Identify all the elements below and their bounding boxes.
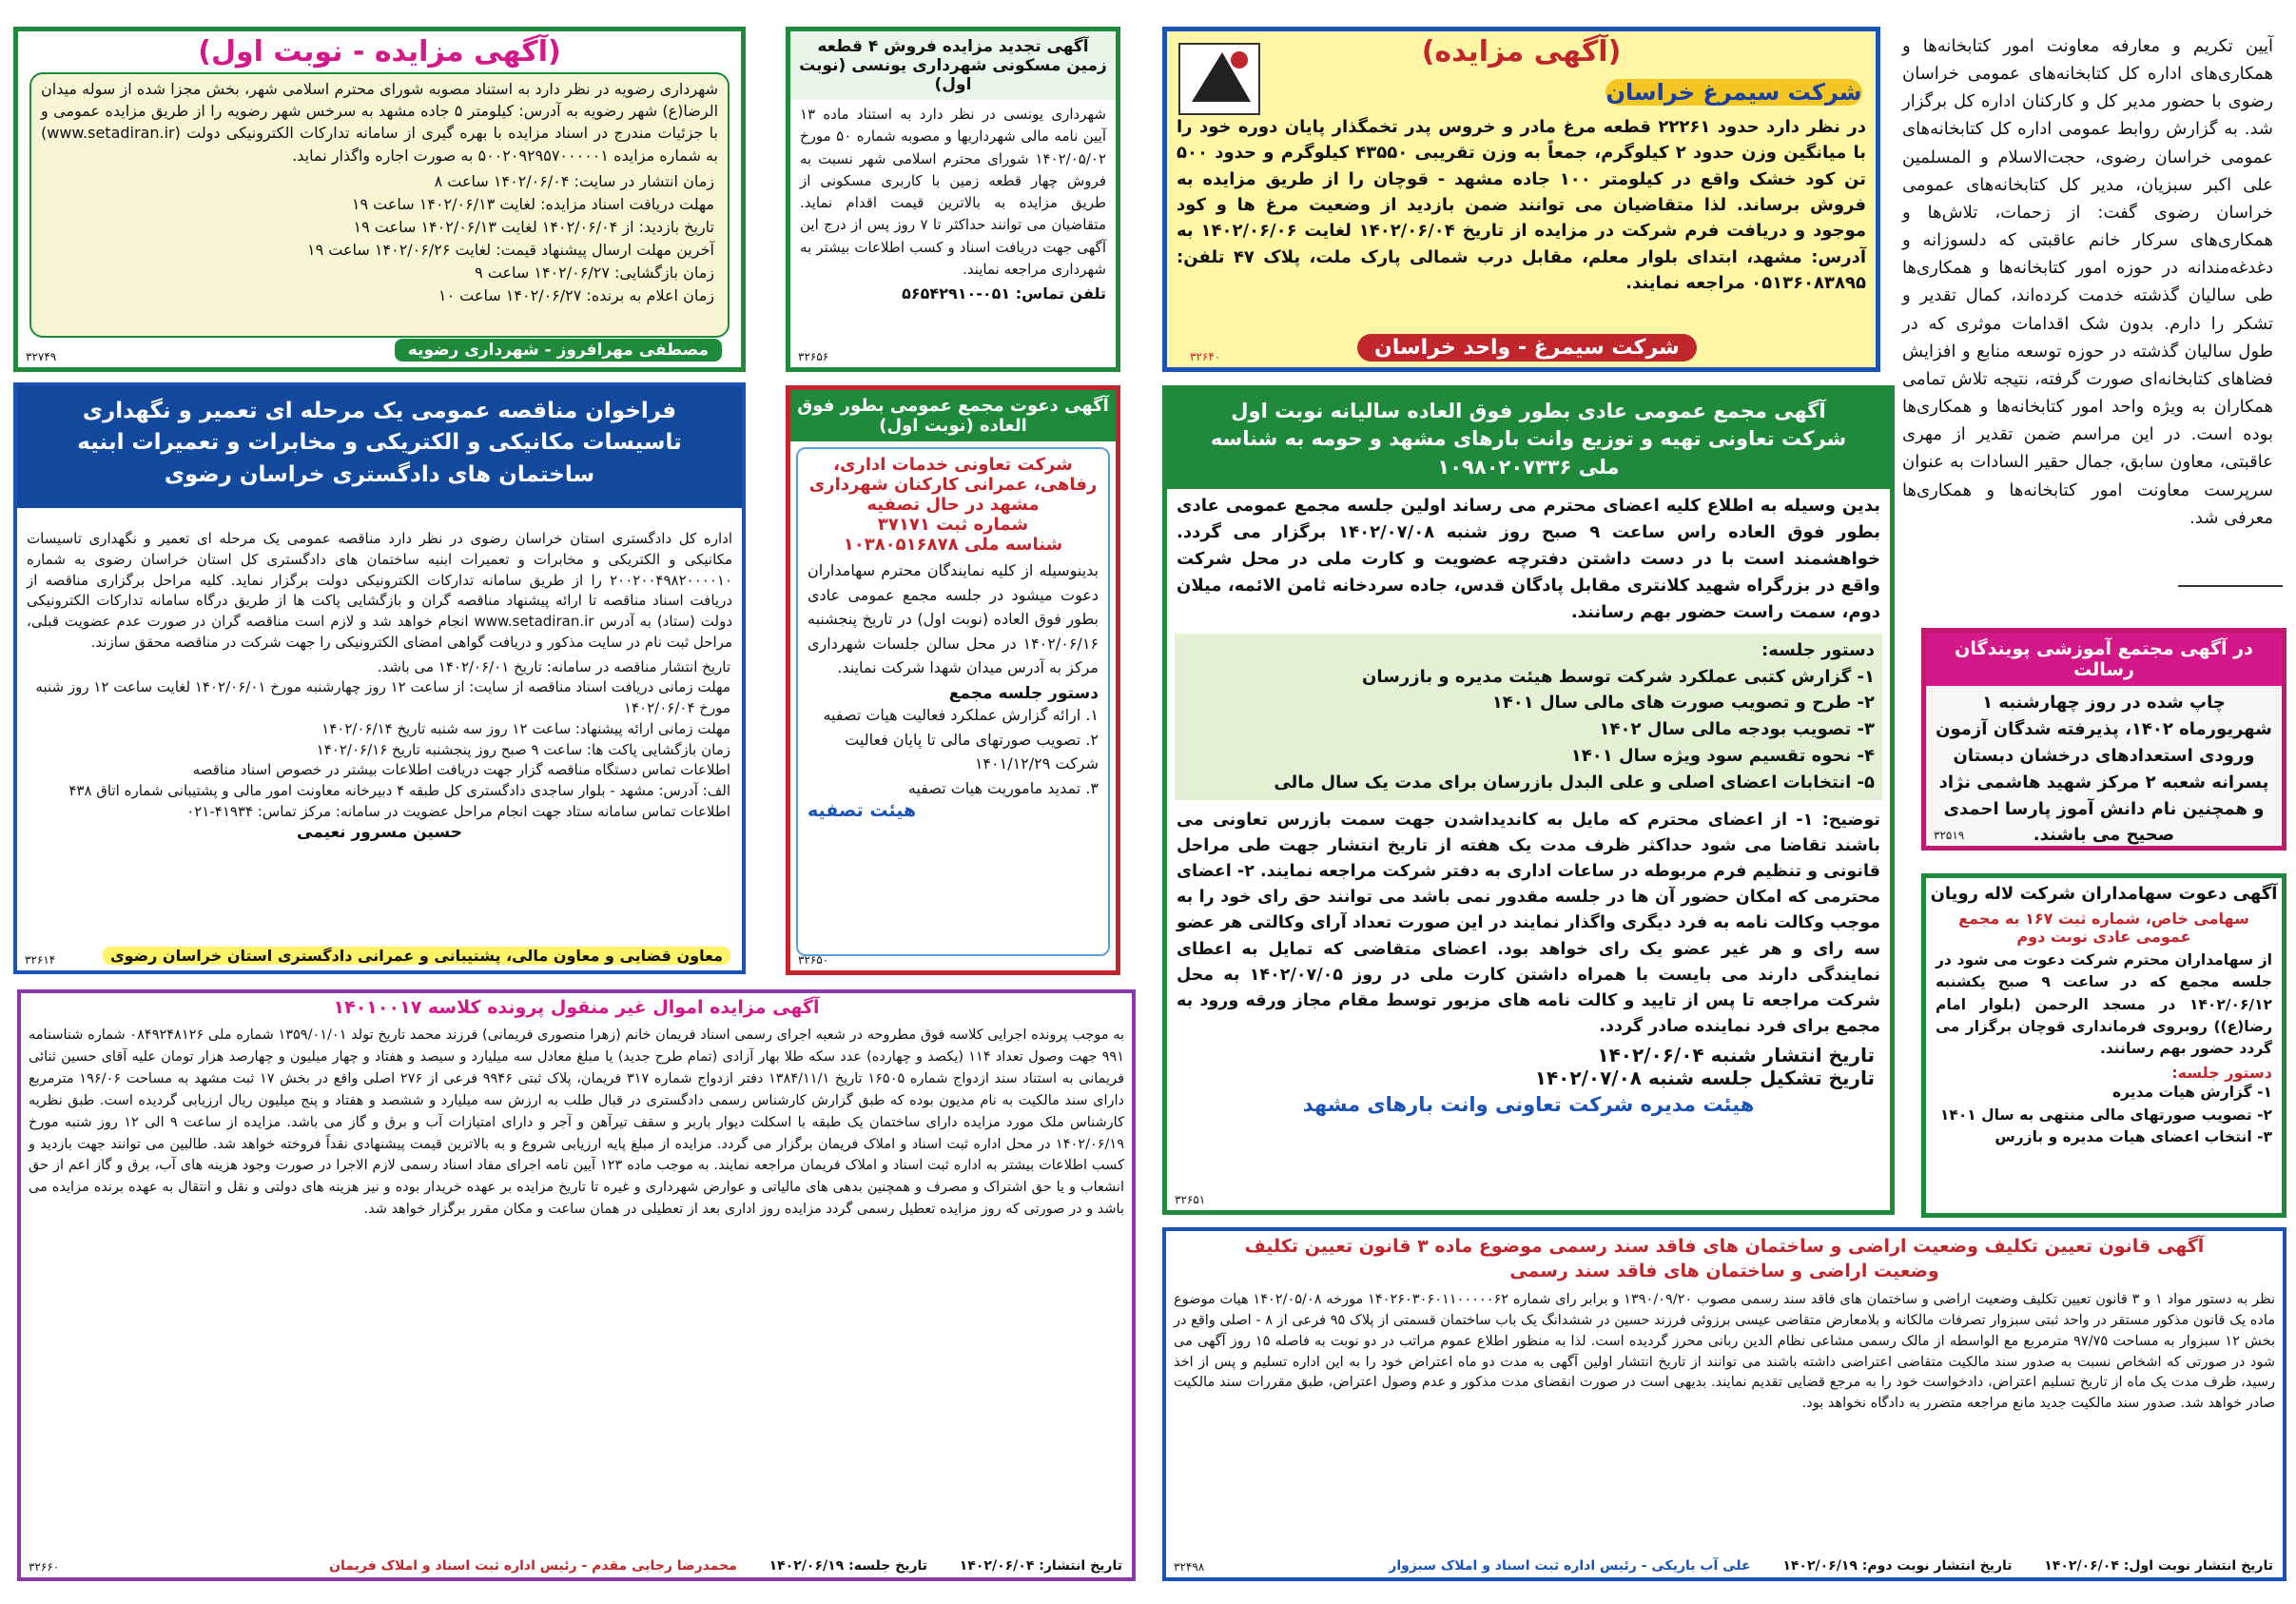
agenda-item: ۱- گزارش کتبی عملکرد شرکت توسط هیئت مدیره و بازرسان: [1362, 666, 1875, 687]
ad-title: آگهی قانون تعیین تکلیف وضعیت اراضی و ساختمان های فاقد سند رسمی موضوع ماده ۳ قانون تعیین تکلیف وضعیت اراضی و ساختمان های فاقد سند رسمی: [1244, 1236, 2205, 1281]
ad-line: تاریخ بازدید: از ۱۴۰۲/۰۶/۰۴ لغایت ۱۴۰۲/۰۶/۱۳ ساعت ۱۹: [353, 217, 714, 236]
ad-title: آگهی دعوت مجمع عمومی بطور فوق العاده (نوبت اول): [790, 390, 1116, 441]
agenda-item: ۲- طرح و تصویب صورت های مالی سال ۱۴۰۱: [1491, 693, 1875, 714]
agenda-item: ۲. تصویب صورتهای مالی تا پایان فعالیت شرکت ۱۴۰۱/۱۲/۲۹: [845, 730, 1099, 773]
coop-name: شرکت تعاونی خدمات اداری، رفاهی، عمرانی کارکنان شهرداری مشهد در حال تصفیه: [808, 455, 1098, 515]
divider: [2178, 585, 2283, 587]
ad-line: زمان اعلام به برنده: ۱۴۰۲/۰۶/۲۷ ساعت ۱۰: [438, 285, 714, 304]
agenda-item: ۱- گزارش هیات مدیره: [2111, 1084, 2272, 1102]
ad-title: آگهی مجمع عمومی عادی بطور فوق العاده سالیانه نوبت اول شرکت تعاونی تهیه و توزیع وانت بارهای مشهد و حومه به شناسه ملی ۱۰۹۸۰۲۰۷۳۳۶: [1167, 390, 1890, 489]
simorgh-logo: [1178, 43, 1260, 115]
ad-body: بدین وسیله به اطلاع کلیه اعضای محترم می رساند اولین جلسه مجمع عمومی عادی بطور فوق العاده راس ساعت ۹ صبح روز شنبه ۱۴۰۲/۰۷/۰۸ برگزار می گردد. خواهشمند است با در دست داشتن دفترچه عضویت و کارت ملی در محل شرکت واقع در بزرگراه شهید کلانتری مقابل پادگان قدس، جاده سردخانه ثامن الائمه، میلان دوم، سمت راست حضور بهم رسانند.: [1177, 496, 1880, 622]
ad-municipal-coop: [786, 385, 1120, 975]
ad-id: ۳۲۶۱۴: [25, 953, 56, 967]
ad-body: چاپ شده در روز چهارشنبه ۱ شهریورماه ۱۴۰۲، پذیرفته شدگان آزمون ورودی استعدادهای درخشان دبستان پسرانه شعبه ۲ مرکز شهید هاشمی نژاد و همچنین نام دانش آموز پارسا احمدی صحیح می باشند.: [1936, 693, 2272, 846]
ad-signature: مصطفی مهرافروز - شهرداری رضویه: [395, 339, 722, 362]
ad-company: شرکت سیمرغ خراسان: [1605, 79, 1862, 106]
meeting-date: تاریخ جلسه: ۱۴۰۲/۰۶/۱۹: [769, 1558, 928, 1574]
ad-body: به موجب پرونده اجرایی کلاسه فوق مطروحه در شعبه اجرای رسمی اسناد فریمان خانم (زهرا منصوری فریمانی) فرزند محمد تاریخ تولد ۱۳۵۹/۰۱/۰۱ شماره ملی ۰۸۴۹۲۴۸۱۲۶ شماره شناسنامه ۹۹۱ جهت وصول تعداد ۱۱۴ (یکصد و چهارده) عدد سکه طلا بهار آزادی (تمام طرح جدید) یا مبلغ معادل سه میلیارد و سیصد و هفتاد و چهار میلیون و چهارصد هزار تومان علیه آقای حسین ثنائی فریمانی به استناد سند ازدواج شماره ۱۶۵۰۵ تاریخ ۱۳۸۴/۱۱/۱ دفتر ازدواج شماره ۳۱۷ فریمان، پلاک ثبتی ۹۹۴۶ فرعی از ۲۷۶ اصلی واقع در بخش ۱۷ ثبت مشهد به مساحت ۱۹۶/۰۶ مترمربع دارای سند مالکیت به نام مدیون بوده که طبق گزارش کارشناس رسمی دادگستری در قبال طلب به ارزش سه میلیارد و ششصد و هفتاد و پنج میلیون ریال ارزیابی گردیده است. طبق نظریه کارشناس ملک مورد مزایده دارای ساختمان یک طبقه با اسکلت دیوار باربر و سقف تیرآهن و آجر و دارای امتیازات آب و برق و گاز می باشد. مزایده از ساعت ۹ الی ۱۲ روز شنبه مورخ ۱۴۰۲/۰۶/۱۹ در محل اداره ثبت اسناد و املاک فریمان برگزار می گردد. مزایده از مبلغ پایه ارزیابی شروع و به بالاترین قیمت پیشنهادی نقداً فروخته خواهد شد. طالبین می توانند جهت بازدید و کسب اطلاعات بیشتر به اداره ثبت اسناد و املاک فریمان مراجعه نمایند. به موجب ماده ۱۲۳ آیین نامه اجرای مفاد اسناد رسمی لازم الاجرا در صورت وجود هزینه های آب، برق و گاز اعم از حق انشعاب و یا حق اشتراک و مصرف و همچنین بدهی های مالیاتی و عوارض شهرداری و غیره تا تاریخ مزایده بر عهده خریدار بوده و نیز هزینه های دولتی و نقل و انتقال به عهده برنده مزایده می باشد و در صورتی که روز مزایده تعطیل رسمی گردد مزایده روز اداری بعد از تعطیلی در همان ساعت و مکان مقرر برگزار خواهد شد.: [29, 1027, 1125, 1218]
ad-subtitle: سهامی خاص، شماره ثبت ۱۶۷ به مجمع عمومی عادی نوبت دوم: [1958, 910, 2249, 946]
ad-line: الف: آدرس: مشهد - بلوار ساجدی دادگستری کل طبقه ۴ دبیرخانه معاونت امور مالی و پشتیبانی شماره اتاق ۴۳۸ اطلاعات تماس سامانه ستاد جهت انجام مراحل عضویت در سامانه: مرکز تماس: ۴۱۹۳۴-۰۲۱: [68, 782, 730, 820]
ad-signature: علی آب باریکی - رئیس اداره ثبت اسناد و املاک سبزوار: [1389, 1558, 1751, 1574]
intro-text: آیین تکریم و معارفه معاونت امور کتابخانه‌ها و همکاری‌های اداره کل کتابخانه‌های عمومی خراسان رضوی با حضور مدیر کل و کارکنان اداره کل برگزار شد. به گزارش روابط عمومی اداره کل کتابخانه‌های عمومی خراسان رضوی، حجت‌الاسلام و المسلمین علی اکبر سبزیان، مدیر کل کتابخانه‌های عمومی خراسان رضوی گفت: از زحمات، تلاش‌ها و همکاری‌های سرکار خانم عاقبتی که دلسوزانه و دغدغه‌مندانه در حوزه امور کتابخانه‌ها و همکاری‌ها طی سالیان گذشته خدمت کرده‌اند، کمال تقدیر و تشکر را دارم. بدون شک اقدامات موثری که در طول سالیان گذشته در حوزه توسعه منابع و افزایش فضاهای کتابخانه‌ای صورت گرفته، نتیجه تلاش تمامی همکاران به ویژه واحد امور کتابخانه‌ها و همکاری‌ها بوده است. در این مراسم ضمن تقدیر از مهری عاقبتی، معاون سابق، جمال حقیر السادات به عنوان سرپرست معاونت امور کتابخانه‌ها و همکاری‌ها معرفی شد.: [1902, 36, 2273, 528]
ad-line: مهلت زمانی دریافت اسناد مناقصه از سایت: از ساعت ۱۲ روز چهارشنبه مورخ ۱۴۰۲/۰۶/۰۱ لغایت ساعت ۱۲ روز شنبه مورخ ۱۴۰۲/۰۶/۰۴: [35, 678, 730, 716]
ad-id: ۳۲۶۵۶: [798, 350, 829, 363]
ad-line: تاریخ انتشار مناقصه در سامانه: تاریخ ۱۴۰۲/۰۶/۰۱ می باشد.: [377, 657, 730, 675]
ad-body: در نظر دارد حدود ۲۲۲۶۱ قطعه مرغ مادر و خروس پدر تخمگذار پایان دوره خود را با میانگین وزن حدود ۲ کیلوگرم، جمعاً به وزن تقریبی ۴۳۵۵۰ کیلوگرم و حدود ۵۰۰ تن کود خشک واقع در کیلومتر ۱۰۰ جاده مشهد - قوچان را از طریق مزایده به فروش برساند. لذا متقاضیان می توانند ضمن بازدید از وضعیت مرغ ها و کود موجود و دریافت فرم شرکت در مزایده از تاریخ ۱۴۰۲/۰۶/۰۴ لغایت ۱۴۰۲/۰۶/۰۶ به آدرس: مشهد، ابتدای بلوار معلم، مقابل درب شمالی پارک ملت، پلاک ۴۷ تلفن: ۰۵۱۳۶۰۸۳۸۹۵ مراجعه نمایند.: [1177, 117, 1866, 294]
coop-national-id: شناسه ملی ۱۰۳۸۰۵۱۶۸۷۸: [843, 535, 1063, 555]
ad-line: زمان بازگشایی پاکت ها: ساعت ۹ صبح روز پنجشنبه تاریخ ۱۴۰۲/۰۶/۱۶: [316, 740, 730, 758]
ad-id: ۳۲۷۴۹: [26, 350, 57, 363]
pub-date-second: تاریخ انتشار نوبت دوم: ۱۴۰۲/۰۶/۱۹: [1782, 1558, 2013, 1574]
ad-phone: تلفن تماس: ۰۵۱-۵۶۵۴۲۹۱۰: [902, 284, 1106, 303]
ad-title: (آگهی مزایده): [1421, 35, 1622, 68]
ad-id: ۳۲۶۶۰: [29, 1560, 60, 1574]
agenda-title: دستور جلسه:: [1761, 639, 1875, 660]
ad-line: آخرین مهلت ارسال پیشنهاد قیمت: لغایت ۱۴۰۲/۰۶/۲۶ ساعت ۱۹: [307, 240, 714, 259]
ad-line: اطلاعات تماس دستگاه مناقصه گزار جهت دریافت اطلاعات بیشتر در خصوص اسناد مناقصه: [192, 761, 730, 779]
ad-sabzevar-land: [1162, 1227, 2286, 1581]
ad-id: ۳۲۶۴۰: [1190, 350, 1221, 363]
ad-laleh-rooyan: [1921, 873, 2286, 1218]
agenda-title: دستور جلسه:: [2171, 1064, 2272, 1083]
ad-title: آگهی تجدید مزایده فروش ۴ قطعه زمین مسکونی شهرداری یونسی (نوبت اول): [790, 31, 1116, 100]
ad-justice-tender: [13, 382, 746, 974]
ad-vanbar-coop: [1162, 385, 1895, 1215]
ad-line: زمان بازگشایی: ۱۴۰۲/۰۶/۲۷ ساعت ۹: [475, 263, 714, 282]
coop-reg: شماره ثبت ۳۷۱۷۱: [877, 515, 1029, 535]
ad-simorgh-auction: [1162, 27, 1880, 372]
ad-body: از سهامداران محترم شرکت دعوت می شود در جلسه مجمع که در ساعت ۹ صبح یکشنبه ۱۴۰۲/۰۶/۱۲ در مسجد الرحمن (بلوار امام رضا(ع)) روبروی فرمانداری قوچان برگزار می گردد حضور بهم رسانند.: [1936, 951, 2273, 1057]
ad-title: فراخوان مناقصه عمومی یک مرحله ای تعمیر و نگهداری تاسیسات مکانیکی و الکتریکی و مخابرات و تعمیرات ابنیه ساختمان های دادگستری خراسان رضوی: [17, 386, 742, 508]
ad-body: شهرداری رضویه در نظر دارد به استناد مصوبه شورای محترم اسلامی شهر، بخش مجزا شده از سوله میدان الرضا(ع) شهر رضویه به آدرس: کیلومتر ۵ جاده مشهد به سرخس شهر رضویه را از طریق مزایده عمومی و با جزئیات مندرج در اسناد مزایده با بهره گیری از سامانه تدارکات الکترونیکی دولت (www.setadiran.ir) به شماره مزایده ۵۰۰۲۰۹۲۹۵۷۰۰۰۰۰۱ به صورت اجاره واگذار نماید.: [41, 80, 719, 165]
ad-title: آگهی مزایده اموال غیر منقول پرونده کلاسه ۱۴۰۱۰۰۱۷: [333, 997, 820, 1018]
ad-fariman-auction: [17, 989, 1136, 1581]
agenda-item: ۵- انتخابات اعضای اصلی و علی البدل بازرسان برای مدت یک سال مالی: [1274, 773, 1875, 793]
ad-signature: شرکت سیمرغ - واحد خراسان: [1357, 334, 1697, 362]
agenda-item: ۴- نحوه تقسیم سود ویژه سال ۱۴۰۱: [1570, 746, 1875, 767]
agenda-item: ۳- تصویب بودجه مالی سال ۱۴۰۲: [1599, 719, 1875, 740]
ad-line: زمان انتشار در سایت: ۱۴۰۲/۰۶/۰۴ ساعت ۸: [434, 171, 714, 190]
ad-signature: معاون قضایی و معاون مالی، پشتیبانی و عمرانی دادگستری استان خراسان رضوی: [103, 947, 730, 965]
ad-note: توضیح: ۱- از اعضای محترم که مایل به کاندیداشدن جهت سمت بازرس تعاونی می باشند تقاضا می شود حداکثر ظرف مدت یک هفته از تاریخ انتشار جهت طی مراحل قانونی و تنظیم فرم مربوطه در ساعات اداری به دفتر شرکت مراجعه نمایند. ۲- اعضای محترمی که امکان حضور آن ها در جلسه مقدور نمی باشد می توانند حق رای خود را به موجب وکالت نامه به فرد دیگری واگذار نمایند در این صورت تعداد آرای وکالتی هر عضو سه رای و هر غیر عضو یک رای خواهد بود. اعضای متقاضی که تمایل به اعطای نمایندگی دارند می بایست با همراه داشتن کارت ملی در روز ۱۴۰۲/۰۷/۰۵ به محل شرکت مراجعه تا پس از تایید و کالت نامه های مزبور توسط مقام مجاز ورقه ورود به مجمع برای فرد نماینده صادر گردد.: [1177, 810, 1880, 1036]
ad-id: ۳۲۴۹۸: [1174, 1560, 1205, 1574]
ad-younesi-auction: [786, 27, 1120, 372]
ad-id: ۳۲۶۵۱: [1175, 1193, 1206, 1206]
pub-date: تاریخ انتشار: ۱۴۰۲/۰۶/۰۴: [959, 1558, 1122, 1574]
ad-line: مهلت زمانی ارائه پیشنهاد: ساعت ۱۲ روز سه شنبه تاریخ ۱۴۰۲/۰۶/۱۴: [321, 719, 730, 737]
pub-date: تاریخ انتشار شنبه ۱۴۰۲/۰۶/۰۴: [1597, 1044, 1875, 1067]
ad-razavieh-auction: [13, 27, 746, 372]
ad-signature: محمدرضا رجایی مقدم - رئیس اداره ثبت اسناد و املاک فریمان: [329, 1558, 737, 1574]
ad-signature: هیئت تصفیه: [807, 800, 917, 822]
agenda-item: ۱. ارائه گزارش عملکرد فعالیت هیات تصفیه: [823, 705, 1099, 724]
ad-body: شهرداری یونسی در نظر دارد به استناد ماده ۱۳ آیین نامه مالی شهرداریها و مصوبه شماره ۵۰ مورخ ۱۴۰۲/۰۵/۰۲ شورای محترم اسلامی شهر نسبت به فروش چهار قطعه زمین با کاربری مسکونی از طریق مزایده به بالاترین قیمت اقدام نماید. متقاضیان می توانند حداکثر تا ۷ روز پس از درج این آگهی جهت دریافت اسناد و کسب اطلاعات بیشتر به شهرداری مراجعه نمایند.: [800, 106, 1106, 278]
ad-signer: حسین مسرور نعیمی: [297, 822, 462, 842]
ad-id: ۳۲۶۵۰: [798, 953, 829, 967]
agenda-item: ۳. تمدید ماموریت هیات تصفیه: [907, 778, 1099, 797]
ad-title: در آگهی مجتمع آموزشی پویندگان رسالت: [1926, 633, 2282, 686]
intro-article: [1893, 29, 2283, 561]
ad-title: آگهی دعوت سهامداران شرکت لاله رویان: [1930, 884, 2278, 904]
ad-correction-notice: [1921, 628, 2286, 851]
agenda-item: ۳- انتخاب اعضای هیات مدیره و بازرس: [1994, 1127, 2272, 1145]
ad-id: ۳۲۵۱۹: [1934, 829, 1965, 842]
agenda-title: دستور جلسه مجمع: [948, 683, 1099, 703]
agenda-item: ۲- تصویب صورتهای مالی منتهی به سال ۱۴۰۱: [1939, 1105, 2272, 1124]
ad-body: بدینوسیله از کلیه نمایندگان محترم سهامداران دعوت میشود در جلسه مجمع عمومی عادی بطور فوق العاده (نوبت اول) در تاریخ پنجشنبه ۱۴۰۲/۰۶/۱۶ در محل سالن جلسات شهرداری مرکز به آدرس میدان شهدا شرکت نمایند.: [807, 561, 1099, 677]
ad-title: (آگهی مزایده - نوبت اول): [198, 35, 561, 68]
meeting-date: تاریخ تشکیل جلسه شنبه ۱۴۰۲/۰۷/۰۸: [1534, 1066, 1875, 1090]
pub-date-first: تاریخ انتشار نوبت اول: ۱۴۰۲/۰۶/۰۴: [2044, 1558, 2273, 1574]
ad-signature: هیئت مدیره شرکت تعاونی وانت بارهای مشهد: [1302, 1093, 1755, 1117]
ad-body: اداره کل دادگستری استان خراسان رضوی در نظر دارد مناقصه عمومی یک مرحله ای تعمیر و نگهداری تاسیسات مکانیکی و الکتریکی و مخابرات و تعمیرات ابنیه ساختمان های دادگستری کل استان خراسان رضوی به شماره ۲۰۰۲۰۰۴۹۸۲۰۰۰۰۱۰ را از طریق سامانه تدارکات الکترونیکی دولت برگزار نماید. کلیه مراحل برگزاری مناقصه از دریافت اسناد مناقصه تا ارائه پیشنهاد مناقصه گران و بازگشایی پاکت ها از طریق درگاه سامانه تدارکات الکترونیکی دولت (ستاد) به آدرس www.setadiran.ir انجام خواهد شد و لازم است مناقصه گران در صورت عدم عضویت قبلی، مراحل ثبت نام در سایت مذکور و دریافت گواهی امضای الکترونیکی را جهت شرکت در مناقصه محقق سازند.: [27, 530, 733, 651]
ad-line: مهلت دریافت اسناد مزایده: لغایت ۱۴۰۲/۰۶/۱۳ ساعت ۱۹: [351, 194, 714, 213]
ad-body: نظر به دستور مواد ۱ و ۳ قانون تعیین تکلیف وضعیت اراضی و ساختمان های فاقد سند رسمی مصوب ۱۳۹۰/۰۹/۲۰ و برابر رای شماره ۱۴۰۲۶۰۳۰۶۰۱۱۰۰۰۰۰۶۲ مورخه ۱۴۰۲/۰۵/۰۸ هیات موضوع ماده یک قانون مذکور مستقر در واحد ثبتی سبزوار تصرفات مالکانه و بلامعارض متقاضی عیسی برزوئی فرزند حسین در ششدانگ یک باب ساختمان قسمتی از پلاک ۹۵ فرعی از ۸ - اصلی واقع در بخش ۱۲ سبزوار به مساحت ۹۷/۷۵ مترمربع مع الواسطه از مالک رسمی مشاعی نظام الدین ربانی محرز گردیده است. لذا به منظور اطلاع عموم مراتب در دو نوبت به فاصله ۱۵ روز آگهی می شود در صورتی که اشخاص نسبت به صدور سند مالکیت متقاضی اعتراضی داشته باشند می توانند از تاریخ انتشار اولین آگهی به مدت دو ماه اعتراض خود را به این اداره تسلیم و پس از اخذ رسید، ظرف مدت یک ماه از تاریخ تسلیم اعتراض، دادخواست خود را به مرجع قضایی تقدیم نمایند. بدیهی است در صورت انقضای مدت مذکور و عدم وصول اعتراض، طبق مقررات سند مالکیت صادر خواهد شد. صدور سند مالکیت جدید مانع مراجعه متضرر به دادگاه نخواهد بود.: [1174, 1292, 2276, 1412]
